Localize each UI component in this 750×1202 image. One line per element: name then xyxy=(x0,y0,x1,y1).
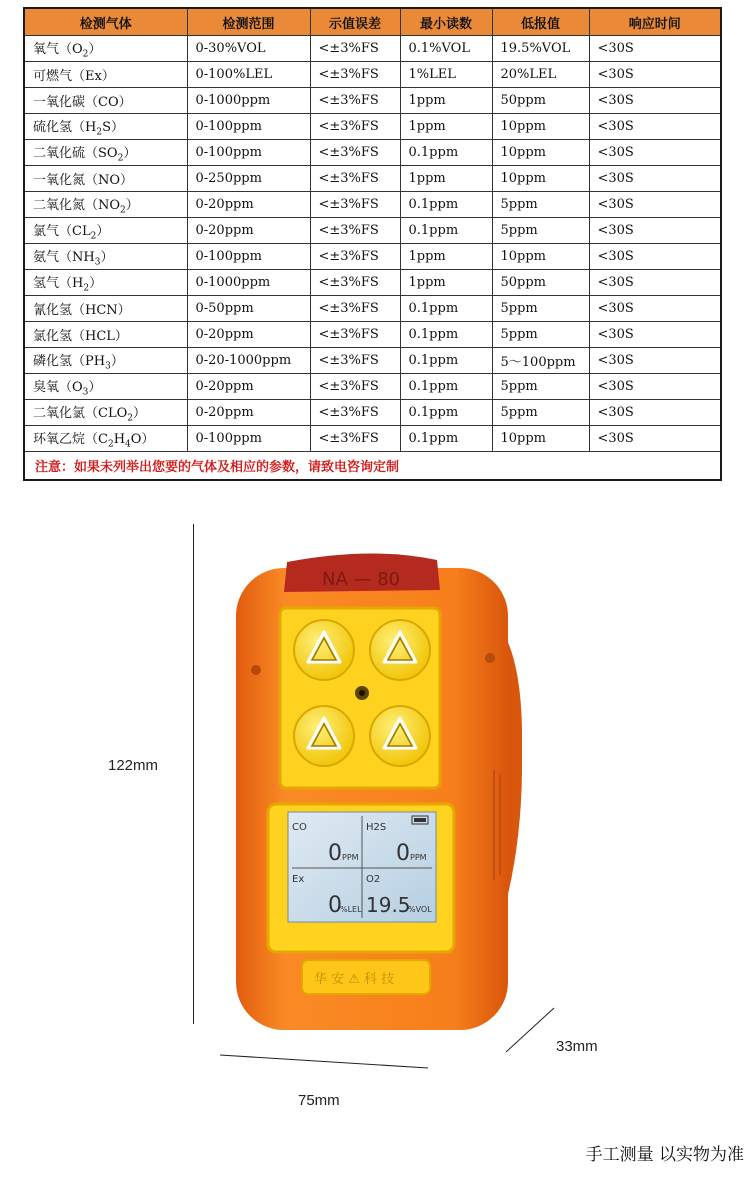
subscript: 2 xyxy=(117,153,124,164)
gas-name-cell xyxy=(24,296,187,322)
header-min-reading: 最小读数 xyxy=(400,8,492,36)
gas-name-text: 一氧化碳（CO） xyxy=(33,95,132,110)
table-row xyxy=(24,140,721,166)
gas-name-cell xyxy=(24,244,187,270)
height-label: 122mm xyxy=(108,757,159,774)
gas-name-cell xyxy=(24,88,187,114)
gas-name-cell xyxy=(24,192,187,218)
screen-co-value: 0 xyxy=(328,841,342,866)
subscript: 2 xyxy=(90,231,97,242)
screen-o2-value: 19.5 xyxy=(366,893,411,917)
gas-name-text: 氧气（O xyxy=(33,41,83,57)
height-guide-line xyxy=(193,524,194,1024)
gas-name-text: 氯气（CL xyxy=(33,223,91,239)
screen-co-label: CO xyxy=(292,822,307,833)
subscript: 3 xyxy=(105,361,111,372)
table-note: 注意：如果未列举出您要的气体及相应的参数，请致电咨询定制 xyxy=(24,452,721,481)
table-body xyxy=(24,36,721,452)
response-time-cell: <30S xyxy=(589,88,721,114)
note-row xyxy=(24,452,721,481)
header-low-alarm: 低报值 xyxy=(492,8,589,36)
screen-ex-unit: %LEL xyxy=(340,905,362,914)
header-range: 检测范围 xyxy=(187,8,310,36)
subscript: 2 xyxy=(107,439,114,450)
min-reading-cell: 0.1ppm xyxy=(400,348,492,374)
min-reading-cell: 0.1ppm xyxy=(400,322,492,348)
response-time-cell: <30S xyxy=(589,140,721,166)
table-row xyxy=(24,114,721,140)
subscript: 3 xyxy=(82,387,89,398)
gas-name-text: 臭氧（O xyxy=(33,379,83,395)
table-row xyxy=(24,426,721,452)
screen-h2s-value: 0 xyxy=(396,841,410,866)
table-row xyxy=(24,244,721,270)
low-alarm-cell: 10ppm xyxy=(492,426,589,452)
gas-name-text: ） xyxy=(88,379,102,395)
gas-spec-table xyxy=(23,7,722,481)
response-time-cell: <30S xyxy=(589,218,721,244)
gas-name-text: 磷化氢（PH xyxy=(33,353,106,369)
range-cell: 0-100ppm xyxy=(187,140,310,166)
gas-name-cell xyxy=(24,140,187,166)
response-time-cell: <30S xyxy=(589,374,721,400)
low-alarm-cell: 5ppm xyxy=(492,192,589,218)
subscript: 2 xyxy=(96,127,103,138)
min-reading-cell: 1ppm xyxy=(400,270,492,296)
screen-o2-label: O2 xyxy=(366,874,381,885)
gas-name-text: ） xyxy=(110,353,124,369)
table-row xyxy=(24,192,721,218)
gas-name-cell xyxy=(24,62,187,88)
gas-name-text: O） xyxy=(130,431,155,447)
gas-name-text: 二氧化硫（SO xyxy=(33,145,118,161)
response-time-cell: <30S xyxy=(589,166,721,192)
low-alarm-cell: 50ppm xyxy=(492,88,589,114)
gas-name-text: H xyxy=(113,431,126,447)
response-time-cell: <30S xyxy=(589,296,721,322)
gas-name-cell xyxy=(24,374,187,400)
error-cell: <±3%FS xyxy=(310,192,400,218)
table-row xyxy=(24,88,721,114)
range-cell: 0-100ppm xyxy=(187,426,310,452)
error-cell: <±3%FS xyxy=(310,296,400,322)
range-cell: 0-250ppm xyxy=(187,166,310,192)
min-reading-cell: 0.1ppm xyxy=(400,374,492,400)
model-label: NA — 80 xyxy=(322,569,401,590)
range-cell: 0-30%VOL xyxy=(187,36,310,62)
low-alarm-cell: 5ppm xyxy=(492,400,589,426)
table-row xyxy=(24,348,721,374)
error-cell: <±3%FS xyxy=(310,270,400,296)
response-time-cell: <30S xyxy=(589,244,721,270)
depth-guide-line xyxy=(504,1005,556,1055)
response-time-cell: <30S xyxy=(589,270,721,296)
gas-name-text: ） xyxy=(123,145,137,161)
subscript: 2 xyxy=(120,205,126,216)
error-cell: <±3%FS xyxy=(310,348,400,374)
low-alarm-cell: 5ppm xyxy=(492,322,589,348)
screen-o2-unit: %VOL xyxy=(408,905,432,914)
gas-name-cell xyxy=(24,322,187,348)
subscript: 2 xyxy=(127,413,133,424)
screen-ex-label: Ex xyxy=(292,874,305,885)
gas-name-text: ） xyxy=(89,275,103,291)
subscript: 3 xyxy=(94,257,101,268)
min-reading-cell: 1ppm xyxy=(400,114,492,140)
range-cell: 0-20ppm xyxy=(187,322,310,348)
screen-ex-value: 0 xyxy=(328,893,342,918)
gas-name-text: 氨气（NH xyxy=(33,249,95,265)
low-alarm-cell: 50ppm xyxy=(492,270,589,296)
error-cell: <±3%FS xyxy=(310,166,400,192)
table-row xyxy=(24,270,721,296)
gas-name-text: 二氧化氯（CLO xyxy=(33,405,128,421)
gas-name-cell xyxy=(24,400,187,426)
table-row xyxy=(24,322,721,348)
error-cell: <±3%FS xyxy=(310,218,400,244)
range-cell: 0-20ppm xyxy=(187,400,310,426)
response-time-cell: <30S xyxy=(589,400,721,426)
low-alarm-cell: 10ppm xyxy=(492,114,589,140)
low-alarm-cell: 5～100ppm xyxy=(492,348,589,374)
error-cell: <±3%FS xyxy=(310,36,400,62)
depth-label: 33mm xyxy=(556,1038,598,1055)
response-time-cell: <30S xyxy=(589,192,721,218)
min-reading-cell: 0.1ppm xyxy=(400,426,492,452)
range-cell: 0-1000ppm xyxy=(187,88,310,114)
measurement-disclaimer: 手工测量 以实物为准 xyxy=(585,1145,744,1165)
min-reading-cell: 0.1ppm xyxy=(400,218,492,244)
gas-name-cell xyxy=(24,114,187,140)
min-reading-cell: 0.1ppm xyxy=(400,192,492,218)
table-row xyxy=(24,36,721,62)
error-cell: <±3%FS xyxy=(310,244,400,270)
error-cell: <±3%FS xyxy=(310,140,400,166)
brand-badge: 华 安 ⚠ 科 技 xyxy=(314,972,395,987)
range-cell: 0-20ppm xyxy=(187,192,310,218)
gas-name-text: ） xyxy=(125,197,139,213)
gas-name-text: 氰化氢（HCN） xyxy=(33,303,131,318)
range-cell: 0-100ppm xyxy=(187,244,310,270)
range-cell: 0-100%LEL xyxy=(187,62,310,88)
range-cell: 0-100ppm xyxy=(187,114,310,140)
width-label: 75mm xyxy=(298,1092,340,1109)
header-gas: 检测气体 xyxy=(24,8,187,36)
table-row xyxy=(24,166,721,192)
table-row xyxy=(24,218,721,244)
min-reading-cell: 1ppm xyxy=(400,244,492,270)
screen-h2s-label: H2S xyxy=(366,822,387,833)
min-reading-cell: 1ppm xyxy=(400,166,492,192)
width-guide-line xyxy=(218,1052,430,1072)
response-time-cell: <30S xyxy=(589,36,721,62)
subscript: 2 xyxy=(82,49,89,60)
min-reading-cell: 1ppm xyxy=(400,88,492,114)
table-header-row xyxy=(24,8,721,36)
low-alarm-cell: 10ppm xyxy=(492,244,589,270)
gas-name-text: 硫化氢（H xyxy=(33,119,97,135)
response-time-cell: <30S xyxy=(589,62,721,88)
gas-name-text: 一氧化氮（NO） xyxy=(33,173,134,188)
gas-name-cell xyxy=(24,166,187,192)
gas-name-cell xyxy=(24,426,187,452)
error-cell: <±3%FS xyxy=(310,322,400,348)
gas-name-text: 氯化氢（HCL） xyxy=(33,329,128,344)
gas-name-cell xyxy=(24,270,187,296)
table-row xyxy=(24,296,721,322)
low-alarm-cell: 5ppm xyxy=(492,374,589,400)
min-reading-cell: 0.1ppm xyxy=(400,140,492,166)
gas-name-text: 氢气（H xyxy=(33,275,84,291)
error-cell: <±3%FS xyxy=(310,400,400,426)
error-cell: <±3%FS xyxy=(310,426,400,452)
table-row xyxy=(24,374,721,400)
low-alarm-cell: 10ppm xyxy=(492,140,589,166)
range-cell: 0-20ppm xyxy=(187,374,310,400)
subscript: 4 xyxy=(125,439,131,450)
gas-name-cell xyxy=(24,348,187,374)
table-row xyxy=(24,400,721,426)
response-time-cell: <30S xyxy=(589,426,721,452)
gas-name-text: ） xyxy=(96,223,110,239)
min-reading-cell: 0.1%VOL xyxy=(400,36,492,62)
low-alarm-cell: 19.5%VOL xyxy=(492,36,589,62)
gas-name-cell xyxy=(24,36,187,62)
gas-name-text: 可燃气（Ex） xyxy=(33,69,115,84)
low-alarm-cell: 10ppm xyxy=(492,166,589,192)
error-cell: <±3%FS xyxy=(310,374,400,400)
screen-co-unit: PPM xyxy=(342,853,359,862)
range-cell: 0-20-1000ppm xyxy=(187,348,310,374)
subscript: 2 xyxy=(83,283,90,294)
response-time-cell: <30S xyxy=(589,348,721,374)
gas-detector-device xyxy=(232,550,522,1035)
gas-name-text: ） xyxy=(132,405,146,421)
header-response-time: 响应时间 xyxy=(589,8,721,36)
low-alarm-cell: 20%LEL xyxy=(492,62,589,88)
min-reading-cell: 0.1ppm xyxy=(400,296,492,322)
table-row xyxy=(24,62,721,88)
range-cell: 0-1000ppm xyxy=(187,270,310,296)
response-time-cell: <30S xyxy=(589,114,721,140)
range-cell: 0-50ppm xyxy=(187,296,310,322)
low-alarm-cell: 5ppm xyxy=(492,296,589,322)
error-cell: <±3%FS xyxy=(310,114,400,140)
gas-name-text: 环氧乙烷（C xyxy=(33,431,108,447)
header-error: 示值误差 xyxy=(310,8,400,36)
gas-name-text: ） xyxy=(100,249,114,265)
range-cell: 0-20ppm xyxy=(187,218,310,244)
response-time-cell: <30S xyxy=(589,322,721,348)
gas-name-cell xyxy=(24,218,187,244)
error-cell: <±3%FS xyxy=(310,62,400,88)
low-alarm-cell: 5ppm xyxy=(492,218,589,244)
gas-name-text: 二氧化氮（NO xyxy=(33,197,121,213)
error-cell: <±3%FS xyxy=(310,88,400,114)
screen-h2s-unit: PPM xyxy=(410,853,427,862)
min-reading-cell: 0.1ppm xyxy=(400,400,492,426)
min-reading-cell: 1%LEL xyxy=(400,62,492,88)
gas-name-text: S） xyxy=(102,119,124,135)
gas-name-text: ） xyxy=(88,41,102,57)
